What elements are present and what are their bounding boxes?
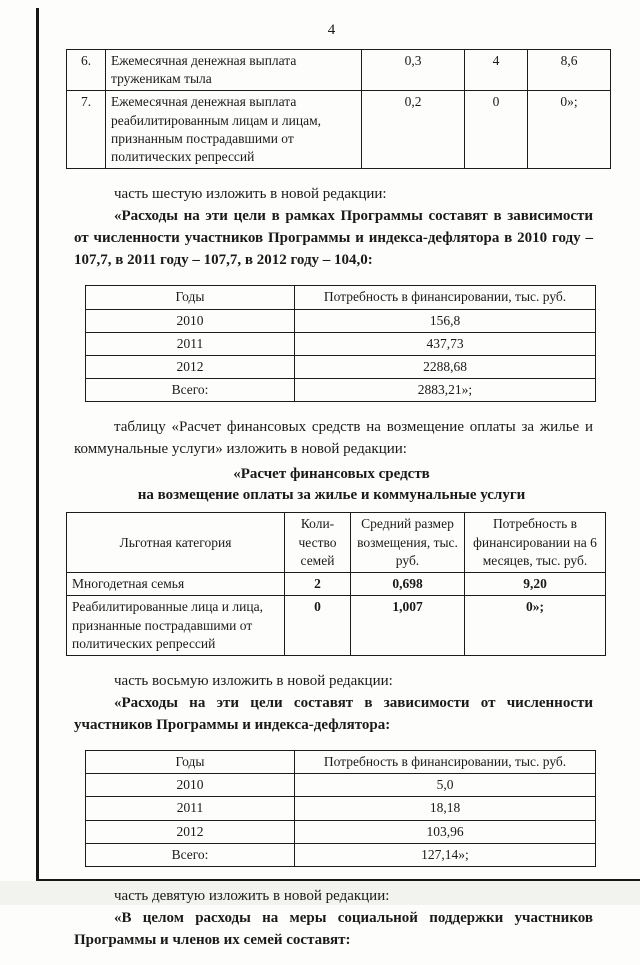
family-count-header-cell: Коли-чество семей <box>285 513 351 573</box>
total-label-cell: Всего: <box>86 843 295 866</box>
amount-cell: 18,18 <box>295 797 596 820</box>
monthly-payments-table <box>66 49 611 169</box>
avg-cell: 1,007 <box>351 596 465 656</box>
years-header-cell: Годы <box>86 750 295 773</box>
value-cell: 0»; <box>528 91 611 169</box>
year-cell: 2010 <box>86 774 295 797</box>
table-row <box>86 774 596 797</box>
table-header-row <box>86 286 596 309</box>
financing-need-table-part8 <box>85 750 596 867</box>
years-header-cell: Годы <box>86 286 295 309</box>
year-cell: 2012 <box>86 355 295 378</box>
paragraph-part6-intro: часть шестую изложить в новой редакции: <box>114 186 387 203</box>
paragraph-table-replace-intro: таблицу «Расчет финансовых средств на возмещение оплаты за жилье и коммунальные услуги» изложить в новой редакции: <box>74 419 593 458</box>
payment-description-cell: Ежемесячная денежная выплата труженикам тыла <box>106 50 362 91</box>
table3-heading <box>66 464 597 506</box>
payment-description-cell: Ежемесячная денежная выплата реабилитированным лицам и лицам, признанным пострадавшими от политических репрессий <box>106 91 362 169</box>
table3-heading-line2: на возмещение оплаты за жилье и коммунальные услуги <box>137 487 526 504</box>
category-header-cell: Льготная категория <box>67 513 285 573</box>
count-cell: 0 <box>285 596 351 656</box>
category-cell: Реабилитированные лица и лица, признанные пострадавшими от политических репрессий <box>67 596 285 656</box>
paragraph-part8-intro: часть восьмую изложить в новой редакции: <box>114 672 393 689</box>
amount-cell: 437,73 <box>295 332 596 355</box>
need-cell: 0»; <box>465 596 606 656</box>
category-cell: Многодетная семья <box>67 573 285 596</box>
table-row <box>86 309 596 332</box>
total-label-cell: Всего: <box>86 379 295 402</box>
value-cell: 0,3 <box>362 50 465 91</box>
value-cell: 0 <box>465 91 528 169</box>
avg-compensation-header-cell: Средний размер возмещения, тыс. руб. <box>351 513 465 573</box>
table-row <box>86 843 596 866</box>
table-row <box>86 332 596 355</box>
amount-cell: 103,96 <box>295 820 596 843</box>
table-row <box>86 797 596 820</box>
table-row <box>67 573 606 596</box>
year-cell: 2011 <box>86 332 295 355</box>
scan-artifact-left-line <box>36 8 39 880</box>
table-header-row <box>86 750 596 773</box>
value-cell: 4 <box>465 50 528 91</box>
paragraph-part9-intro: часть девятую изложить в новой редакции: <box>114 888 390 905</box>
year-cell: 2011 <box>86 797 295 820</box>
value-cell: 0,2 <box>362 91 465 169</box>
year-cell: 2012 <box>86 820 295 843</box>
table-row <box>86 355 596 378</box>
paragraph-part8-quote: «Расходы на эти цели составят в зависимости от численности участников Программы и индекса-дефлятора: <box>74 694 593 733</box>
document-content <box>66 22 597 965</box>
need-cell: 9,20 <box>465 573 606 596</box>
table-row <box>67 596 606 656</box>
amount-cell: 2288,68 <box>295 355 596 378</box>
total-amount-cell: 2883,21»; <box>295 379 596 402</box>
row-number-cell: 6. <box>67 50 106 91</box>
value-cell: 8,6 <box>528 50 611 91</box>
financing-need-table-part6 <box>85 285 596 402</box>
table-row <box>67 91 611 169</box>
housing-compensation-table <box>66 512 606 656</box>
page-number: 4 <box>327 22 336 38</box>
total-amount-cell: 127,14»; <box>295 843 596 866</box>
table-header-row <box>67 513 606 573</box>
table-row <box>67 50 611 91</box>
financing-need-header-cell: Потребность в финансировании на 6 месяцев, тыс. руб. <box>465 513 606 573</box>
need-header-cell: Потребность в финансировании, тыс. руб. <box>295 750 596 773</box>
table3-heading-line1: «Расчет финансовых средств <box>233 466 430 483</box>
avg-cell: 0,698 <box>351 573 465 596</box>
amount-cell: 156,8 <box>295 309 596 332</box>
table-row <box>86 820 596 843</box>
paragraph-part6-quote: «Расходы на эти цели в рамках Программы составят в зависимости от численности участников Программы и индекса-дефлятора в 2010 году – 107,7, в 2011 году – 107,7, в 2012 году – 104,0: <box>74 208 593 269</box>
paragraph-part9-quote: «В целом расходы на меры социальной поддержки участников Программы и членов их семей составят: <box>74 910 593 949</box>
year-cell: 2010 <box>86 309 295 332</box>
table-row <box>86 379 596 402</box>
amount-cell: 5,0 <box>295 774 596 797</box>
count-cell: 2 <box>285 573 351 596</box>
row-number-cell: 7. <box>67 91 106 169</box>
need-header-cell: Потребность в финансировании, тыс. руб. <box>295 286 596 309</box>
